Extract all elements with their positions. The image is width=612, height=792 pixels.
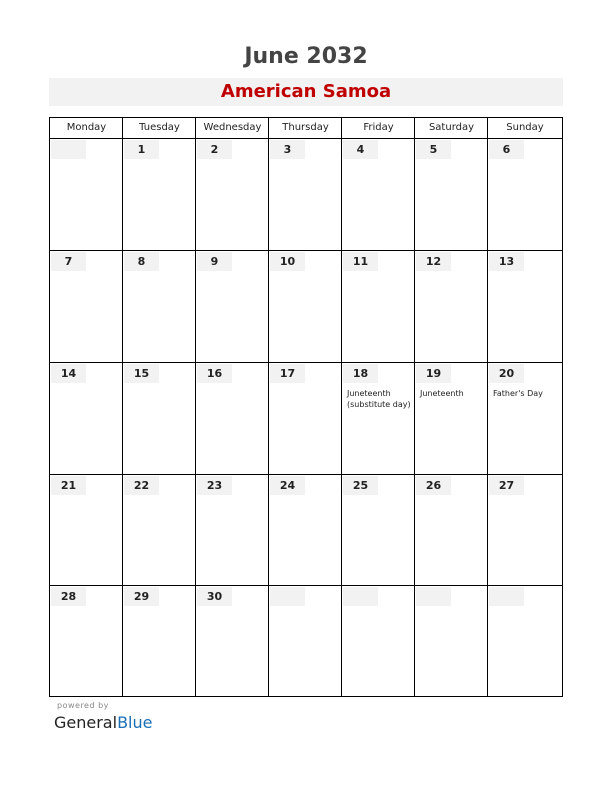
- weekday-saturday: Saturday: [428, 122, 475, 133]
- day-cell[interactable]: [123, 250, 195, 362]
- day-number: 27: [489, 476, 524, 495]
- day-cell[interactable]: [196, 250, 268, 362]
- day-number: 5: [416, 140, 451, 159]
- holiday-label: Father's Day: [493, 389, 543, 398]
- week-row: [50, 585, 562, 696]
- day-number: 29: [124, 587, 159, 606]
- weekday-header-row: [50, 118, 562, 139]
- day-number: 16: [197, 364, 232, 383]
- day-cell[interactable]: [196, 474, 268, 585]
- day-cell[interactable]: [269, 250, 341, 362]
- powered-by-label: powered by: [57, 701, 109, 710]
- day-number: 24: [270, 476, 305, 495]
- day-cell[interactable]: [269, 138, 341, 250]
- week-row: [50, 362, 562, 475]
- column-divider: [414, 118, 415, 696]
- day-number: 20: [489, 364, 524, 383]
- day-number: 26: [416, 476, 451, 495]
- day-cell[interactable]: [50, 138, 122, 250]
- day-cell[interactable]: [415, 138, 487, 250]
- region-bar: [49, 78, 563, 106]
- day-cell[interactable]: [342, 474, 414, 585]
- day-number: 12: [416, 252, 451, 271]
- day-number: 1: [124, 140, 159, 159]
- day-cell[interactable]: [488, 585, 562, 696]
- day-number: 3: [270, 140, 305, 159]
- day-number: 2: [197, 140, 232, 159]
- calendar-title: June 2032: [244, 44, 368, 69]
- week-row: [50, 474, 562, 586]
- day-number: 25: [343, 476, 378, 495]
- day-number: [416, 587, 451, 606]
- weekday-monday: Monday: [66, 122, 107, 133]
- day-cell[interactable]: [269, 585, 341, 696]
- day-cell[interactable]: [415, 250, 487, 362]
- day-number: 21: [51, 476, 86, 495]
- day-cell[interactable]: [488, 250, 562, 362]
- day-number: 7: [51, 252, 86, 271]
- day-number: 19: [416, 364, 451, 383]
- day-number: [343, 587, 378, 606]
- holiday-label: Juneteenth (substitute day): [347, 389, 411, 409]
- day-number: 14: [51, 364, 86, 383]
- day-cell[interactable]: [123, 362, 195, 474]
- calendar-grid: [49, 117, 563, 697]
- region-name: American Samoa: [220, 81, 392, 102]
- day-cell[interactable]: [50, 585, 122, 696]
- day-cell[interactable]: [342, 250, 414, 362]
- day-cell[interactable]: [415, 362, 487, 474]
- day-cell[interactable]: [50, 250, 122, 362]
- column-divider: [487, 118, 488, 696]
- day-number: 18: [343, 364, 378, 383]
- holiday-label: Juneteenth: [420, 389, 464, 398]
- day-number: 17: [270, 364, 305, 383]
- day-number: 23: [197, 476, 232, 495]
- column-divider: [195, 118, 196, 696]
- day-cell[interactable]: [269, 362, 341, 474]
- day-number: 4: [343, 140, 378, 159]
- day-number: 11: [343, 252, 378, 271]
- brand-blue: Blue: [117, 713, 153, 732]
- weekday-friday: Friday: [363, 122, 394, 133]
- day-cell[interactable]: [415, 474, 487, 585]
- day-cell[interactable]: [342, 585, 414, 696]
- day-cell[interactable]: [488, 474, 562, 585]
- day-cell[interactable]: [123, 138, 195, 250]
- column-divider: [268, 118, 269, 696]
- week-row: [50, 250, 562, 363]
- week-row: [50, 138, 562, 251]
- day-cell[interactable]: [123, 474, 195, 585]
- day-cell[interactable]: [50, 362, 122, 474]
- day-cell[interactable]: [50, 474, 122, 585]
- day-cell[interactable]: [196, 585, 268, 696]
- day-number: 30: [197, 587, 232, 606]
- day-number: 15: [124, 364, 159, 383]
- brand-general: General: [54, 713, 118, 732]
- weekday-thursday: Thursday: [282, 122, 329, 133]
- day-cell[interactable]: [196, 138, 268, 250]
- day-number: 6: [489, 140, 524, 159]
- day-number: 28: [51, 587, 86, 606]
- day-cell[interactable]: [488, 362, 562, 474]
- day-number: [51, 140, 86, 159]
- day-number: [489, 587, 524, 606]
- day-cell[interactable]: [196, 362, 268, 474]
- weekday-wednesday: Wednesday: [203, 122, 262, 133]
- day-cell[interactable]: [488, 138, 562, 250]
- day-cell[interactable]: [123, 585, 195, 696]
- day-number: 10: [270, 252, 305, 271]
- day-number: [270, 587, 305, 606]
- day-cell[interactable]: [342, 138, 414, 250]
- generalblue-logo[interactable]: [54, 713, 152, 732]
- day-cell[interactable]: [269, 474, 341, 585]
- day-number: 8: [124, 252, 159, 271]
- column-divider: [341, 118, 342, 696]
- day-cell[interactable]: [342, 362, 414, 474]
- day-number: 13: [489, 252, 524, 271]
- day-number: 22: [124, 476, 159, 495]
- day-number: 9: [197, 252, 232, 271]
- day-cell[interactable]: [415, 585, 487, 696]
- weekday-sunday: Sunday: [506, 122, 544, 133]
- column-divider: [122, 118, 123, 696]
- weekday-tuesday: Tuesday: [139, 122, 180, 133]
